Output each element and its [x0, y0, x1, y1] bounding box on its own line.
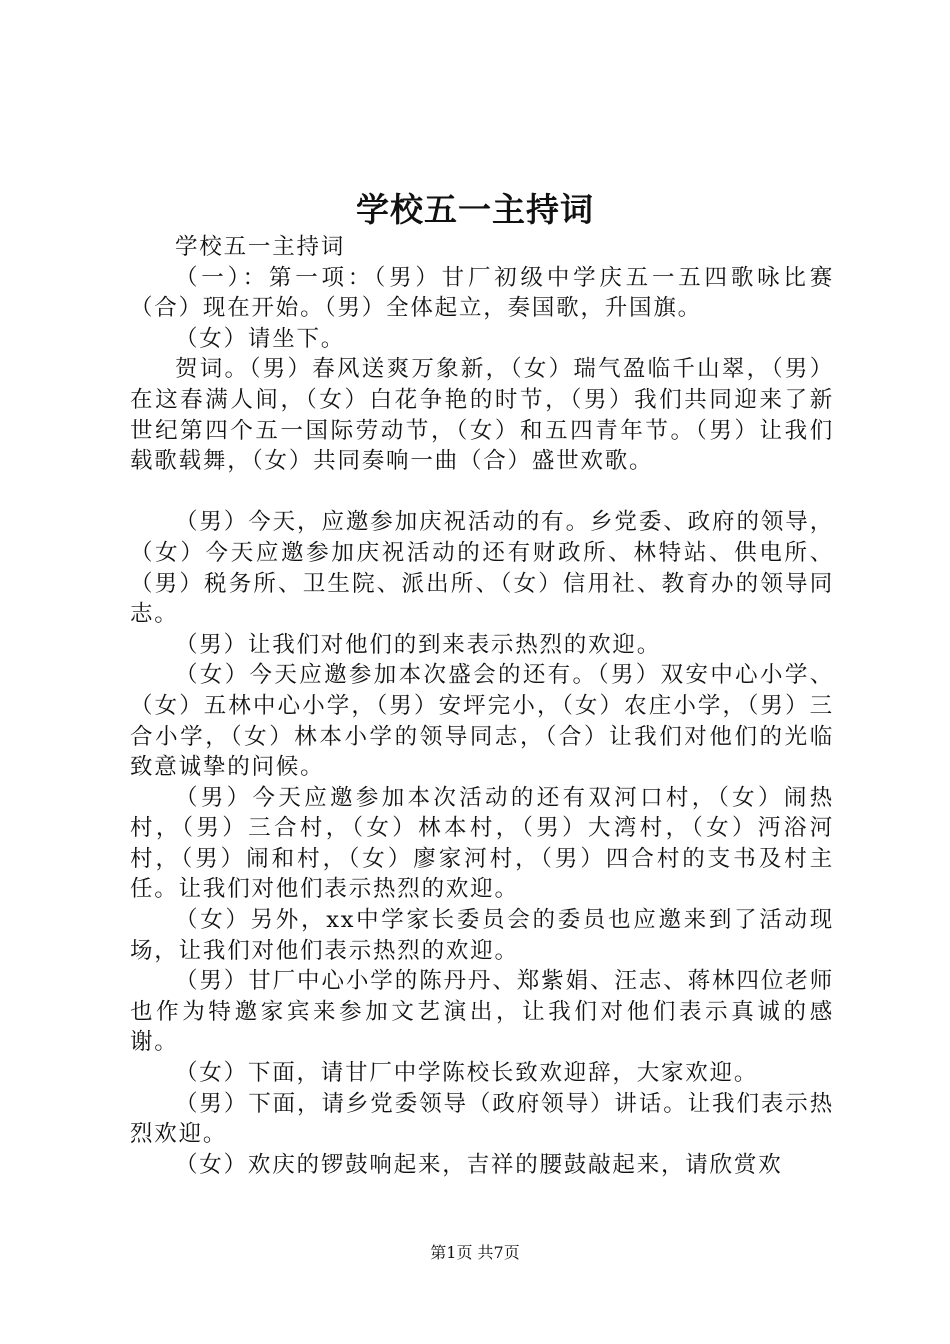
- document-title: 学校五一主持词: [356, 190, 594, 229]
- paragraph: （男）甘厂中心小学的陈丹丹、郑紫娟、汪志、蒋林四位老师也作为特邀家宾来参加文艺演出，让我们对他们表示真诚的感谢。: [130, 968, 834, 1056]
- paragraph: （女）请坐下。: [175, 325, 346, 352]
- paragraph: （女）今天应邀参加本次盛会的还有。（男）双安中心小学、（女）五林中心小学，（男）安坪完小，（女）农庄小学，（男）三合小学，（女）林本小学的领导同志，（合）让我们对他们的光临致意诚挚的问候。: [130, 662, 834, 781]
- paragraph: （女）另外，xx中学家长委员会的委员也应邀来到了活动现场，让我们对他们表示热烈的欢迎。: [130, 907, 834, 964]
- paragraph: （一）：第一项：（男）甘厂初级中学庆五一五四歌咏比赛（合）现在开始。（男）全体起立，奏国歌，升国旗。: [130, 264, 834, 322]
- paragraph: 学校五一主持词: [175, 234, 346, 260]
- document-body: [130, 232, 834, 1180]
- paragraph: （女）下面，请甘厂中学陈校长致欢迎辞，大家欢迎。: [175, 1060, 759, 1087]
- paragraph: （男）下面，请乡党委领导（政府领导）讲话。让我们表示热烈欢迎。: [130, 1090, 834, 1148]
- paragraph: （男）今天应邀参加本次活动的还有双河口村，（女）闹热村，（男）三合村，（女）林本村，（男）大湾村，（女）沔浴河村，（男）闹和村，（女）廖家河村，（男）四合村的支书及村主任。让我们对他们表示热烈的欢迎。: [130, 784, 834, 903]
- blank-line: [130, 477, 834, 508]
- page-number-footer: 第1页 共7页: [430, 1243, 520, 1262]
- paragraph: （男）让我们对他们的到来表示热烈的欢迎。: [175, 631, 662, 658]
- paragraph: 贺词。（男）春风送爽万象新，（女）瑞气盈临千山翠，（男）在这春满人间，（女）白花争艳的时节，（男）我们共同迎来了新世纪第四个五一国际劳动节，（女）和五四青年节。（男）让我们载歌载舞，（女）共同奏响一曲（合）盛世欢歌。: [130, 356, 834, 475]
- paragraph: （女）欢庆的锣鼓响起来，吉祥的腰鼓敲起来，请欣赏欢: [175, 1151, 783, 1178]
- paragraph: （男）今天，应邀参加庆祝活动的有。乡党委、政府的领导，（女）今天应邀参加庆祝活动的还有财政所、林特站、供电所、（男）税务所、卫生院、派出所、（女）信用社、教育办的领导同志。: [130, 509, 834, 628]
